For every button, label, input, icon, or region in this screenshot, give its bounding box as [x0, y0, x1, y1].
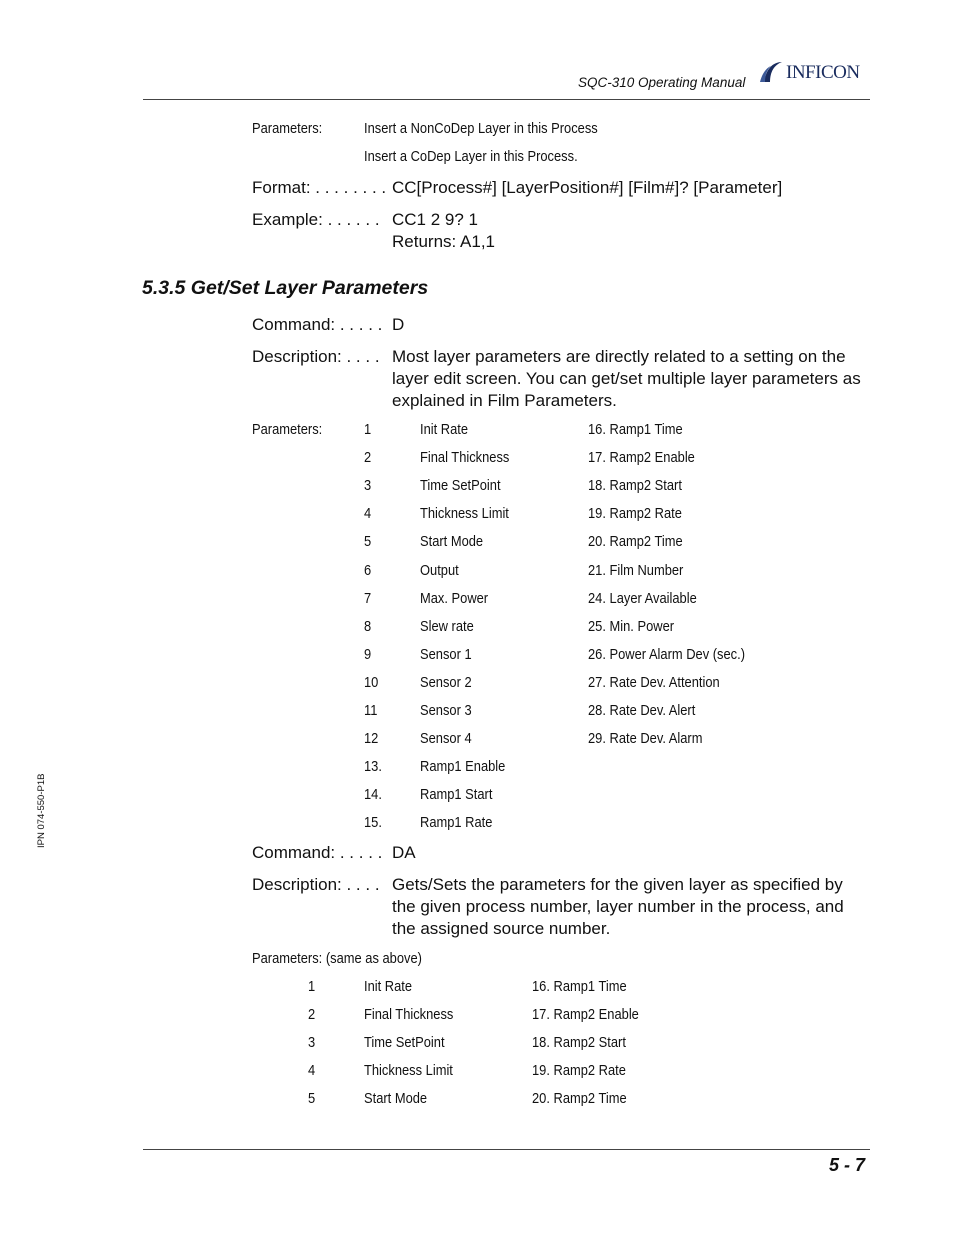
param-name: Max. Power	[420, 589, 489, 607]
param-num: 1	[364, 421, 372, 438]
param-right: 16. Ramp1 Time	[532, 978, 627, 995]
param-name: Sensor 2	[420, 673, 472, 691]
param-num: 4	[364, 505, 372, 523]
d-command-label: Command: . . . . .	[252, 315, 383, 334]
param-name: Ramp1 Start	[420, 786, 493, 804]
page-number: 5 - 7	[828, 1155, 865, 1175]
param-num: 8	[364, 617, 372, 635]
param-num: 4	[308, 1062, 316, 1079]
manual-title: SQC-310 Operating Manual	[578, 75, 746, 90]
cc-params-line-1: Insert a NonCoDep Layer in this Process	[364, 120, 598, 137]
param-num: 9	[364, 645, 372, 663]
section-heading: 5.3.5 Get/Set Layer Parameters	[142, 277, 429, 299]
da-command-label: Command: . . . . .	[252, 843, 383, 862]
param-num: 13.	[364, 758, 382, 776]
cc-format-label: Format: . . . . . . . .	[252, 178, 387, 197]
param-name: Ramp1 Rate	[420, 814, 493, 832]
d-description-label: Description: . . . .	[252, 347, 380, 366]
side-doc-code: IPN 074-550-P1B	[36, 773, 47, 848]
param-num: 6	[364, 561, 372, 579]
param-name: Sensor 3	[420, 702, 472, 719]
param-name: Final Thickness	[420, 449, 510, 467]
param-name: Final Thickness	[364, 1006, 454, 1023]
param-right: 26. Power Alarm Dev (sec.)	[588, 645, 746, 663]
param-num: 11	[364, 702, 378, 719]
param-right: 25. Min. Power	[588, 617, 675, 635]
param-name: Start Mode	[420, 533, 484, 551]
param-right: 17. Ramp2 Enable	[532, 1006, 639, 1023]
cc-example-label: Example: . . . . . .	[252, 210, 380, 229]
param-name: Thickness Limit	[420, 505, 509, 523]
param-num: 12	[364, 730, 379, 748]
d-command-value: D	[392, 315, 405, 334]
param-right: 19. Ramp2 Rate	[588, 505, 682, 523]
param-name: Ramp1 Enable	[420, 758, 506, 776]
param-right: 16. Ramp1 Time	[588, 421, 683, 438]
param-num: 10	[364, 673, 379, 691]
footer-rule	[143, 1149, 870, 1150]
param-name: Time SetPoint	[364, 1034, 445, 1051]
param-name: Output	[420, 561, 459, 579]
param-num: 14.	[364, 786, 382, 804]
param-right: 20. Ramp2 Time	[588, 533, 683, 551]
param-right: 24. Layer Available	[588, 589, 697, 607]
da-params-label: Parameters: (same as above)	[252, 950, 422, 967]
param-num: 5	[364, 533, 372, 551]
header-rule	[143, 99, 870, 100]
cc-format-value: CC[Process#] [LayerPosition#] [Film#]? [Parameter]	[392, 178, 783, 197]
param-num: 1	[308, 978, 316, 995]
param-name: Init Rate	[364, 978, 413, 995]
da-description-text: Gets/Sets the parameters for the given layer as specified by the given process number, layer number in the process, and the assigned source number.	[392, 875, 844, 938]
cc-example-returns: Returns: A1,1	[392, 232, 496, 251]
param-num: 5	[308, 1090, 316, 1107]
param-right: 29. Rate Dev. Alarm	[588, 730, 703, 748]
param-right: 17. Ramp2 Enable	[588, 449, 695, 467]
param-num: 15.	[364, 814, 382, 832]
param-num: 2	[364, 449, 372, 467]
param-right: 18. Ramp2 Start	[588, 477, 682, 495]
inficon-logo	[760, 60, 872, 84]
cc-example-value: CC1 2 9? 1	[392, 210, 478, 229]
param-name: Start Mode	[364, 1090, 428, 1107]
param-name: Sensor 1	[420, 645, 472, 663]
param-right: 28. Rate Dev. Alert	[588, 702, 696, 719]
param-name: Time SetPoint	[420, 477, 501, 495]
param-name: Init Rate	[420, 421, 469, 438]
cc-params-line-2: Insert a CoDep Layer in this Process.	[364, 148, 578, 165]
param-right: 19. Ramp2 Rate	[532, 1062, 626, 1079]
param-name: Sensor 4	[420, 730, 472, 748]
cc-params-label: Parameters:	[252, 120, 323, 137]
param-num: 2	[308, 1006, 316, 1023]
d-params-label: Parameters:	[252, 421, 323, 438]
d-description-text: Most layer parameters are directly related to a setting on the layer edit screen. You can get/set multiple layer parameters as explained in Film Parameters.	[392, 347, 861, 410]
da-command-value: DA	[392, 843, 416, 862]
param-num: 7	[364, 589, 372, 607]
param-num: 3	[308, 1034, 316, 1051]
logo-wordmark: INFICON	[786, 62, 860, 83]
param-name: Slew rate	[420, 617, 474, 635]
inficon-swoosh-icon	[760, 60, 784, 84]
param-right: 27. Rate Dev. Attention	[588, 673, 720, 691]
param-right: 20. Ramp2 Time	[532, 1090, 627, 1107]
param-right: 18. Ramp2 Start	[532, 1034, 626, 1051]
param-right: 21. Film Number	[588, 561, 684, 579]
param-num: 3	[364, 477, 372, 495]
da-description-label: Description: . . . .	[252, 875, 380, 894]
param-name: Thickness Limit	[364, 1062, 453, 1079]
